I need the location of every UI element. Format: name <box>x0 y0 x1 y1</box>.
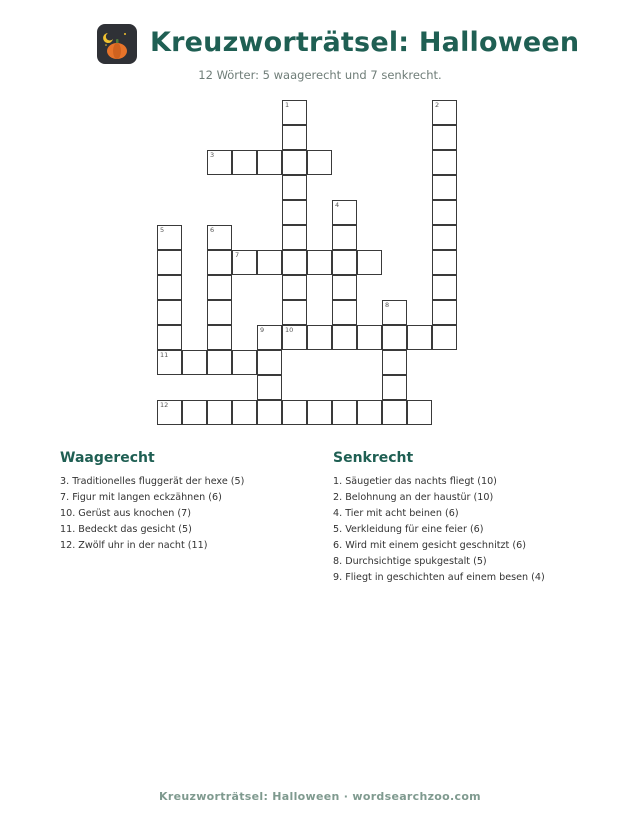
grid-cell[interactable] <box>157 350 182 375</box>
grid-cell[interactable] <box>232 350 257 375</box>
across-clue: 10. Gerüst aus knochen (7) <box>60 508 191 519</box>
grid-cell[interactable] <box>182 350 207 375</box>
grid-cell[interactable] <box>432 275 457 300</box>
grid-cell[interactable] <box>332 275 357 300</box>
grid-cell[interactable] <box>232 250 257 275</box>
grid-cell[interactable] <box>432 300 457 325</box>
grid-cell[interactable] <box>307 400 332 425</box>
down-clue: 6. Wird mit einem gesicht geschnitzt (6) <box>333 540 526 551</box>
grid-cell[interactable] <box>307 250 332 275</box>
grid-cell[interactable] <box>282 400 307 425</box>
across-heading: Waagerecht <box>60 450 155 466</box>
grid-cell[interactable] <box>282 175 307 200</box>
grid-cell[interactable] <box>307 150 332 175</box>
grid-cell[interactable] <box>282 200 307 225</box>
grid-cell[interactable] <box>207 350 232 375</box>
grid-cell[interactable] <box>282 325 307 350</box>
grid-cell[interactable] <box>207 225 232 250</box>
grid-cell[interactable] <box>257 250 282 275</box>
clue-number: 3 <box>210 151 215 159</box>
clue-number: 7 <box>235 251 240 259</box>
grid-cell[interactable] <box>232 150 257 175</box>
page-subtitle: 12 Wörter: 5 waagerecht und 7 senkrecht. <box>198 68 442 82</box>
grid-cell[interactable] <box>332 225 357 250</box>
page-title: Kreuzworträtsel: Halloween <box>150 27 580 58</box>
page-footer: Kreuzworträtsel: Halloween · wordsearchzoo.com <box>159 790 481 803</box>
grid-cell[interactable] <box>382 300 407 325</box>
grid-cell[interactable] <box>407 325 432 350</box>
grid-cell[interactable] <box>282 125 307 150</box>
grid-cell[interactable] <box>282 100 307 125</box>
grid-cell[interactable] <box>257 400 282 425</box>
grid-cell[interactable] <box>282 250 307 275</box>
grid-cell[interactable] <box>307 325 332 350</box>
grid-cell[interactable] <box>207 275 232 300</box>
down-clue: 5. Verkleidung für eine feier (6) <box>333 524 484 535</box>
grid-cell[interactable] <box>257 325 282 350</box>
clue-number: 4 <box>335 201 340 209</box>
grid-cell[interactable] <box>432 175 457 200</box>
grid-cell[interactable] <box>257 375 282 400</box>
clue-number: 1 <box>285 101 290 109</box>
down-clue: 4. Tier mit acht beinen (6) <box>333 508 459 519</box>
grid-cell[interactable] <box>157 400 182 425</box>
grid-cell[interactable] <box>382 400 407 425</box>
grid-cell[interactable] <box>207 325 232 350</box>
grid-cell[interactable] <box>282 275 307 300</box>
grid-cell[interactable] <box>207 150 232 175</box>
across-clue: 12. Zwölf uhr in der nacht (11) <box>60 540 208 551</box>
grid-cell[interactable] <box>432 150 457 175</box>
clue-number: 11 <box>160 351 169 359</box>
clue-number: 5 <box>160 226 165 234</box>
grid-cell[interactable] <box>332 200 357 225</box>
across-clue: 3. Traditionelles fluggerät der hexe (5) <box>60 476 245 487</box>
across-clues <box>60 450 244 554</box>
grid-cell[interactable] <box>207 250 232 275</box>
clue-number: 10 <box>285 326 294 334</box>
grid-cell[interactable] <box>332 400 357 425</box>
down-clue: 1. Säugetier das nachts fliegt (10) <box>333 476 497 487</box>
clue-number: 6 <box>210 226 215 234</box>
across-clue: 11. Bedeckt das gesicht (5) <box>60 524 192 535</box>
grid-cell[interactable] <box>207 300 232 325</box>
grid-cell[interactable] <box>332 300 357 325</box>
clue-number: 2 <box>435 101 440 109</box>
grid-cell[interactable] <box>432 225 457 250</box>
grid-cell[interactable] <box>432 125 457 150</box>
grid-cell[interactable] <box>157 225 182 250</box>
clue-number: 8 <box>385 301 390 309</box>
grid-cell[interactable] <box>232 400 257 425</box>
grid-cell[interactable] <box>257 150 282 175</box>
grid-cell[interactable] <box>282 150 307 175</box>
down-clue: 8. Durchsichtige spukgestalt (5) <box>333 556 487 567</box>
down-heading: Senkrecht <box>333 450 414 466</box>
clue-number: 12 <box>160 401 169 409</box>
grid-cell[interactable] <box>332 325 357 350</box>
down-clues <box>333 450 545 586</box>
grid-cell[interactable] <box>432 100 457 125</box>
grid-cell[interactable] <box>432 250 457 275</box>
clue-number: 9 <box>260 326 265 334</box>
grid-cell[interactable] <box>207 400 232 425</box>
grid-cell[interactable] <box>157 325 182 350</box>
grid-cell[interactable] <box>382 375 407 400</box>
grid-cell[interactable] <box>407 400 432 425</box>
grid-cell[interactable] <box>357 325 382 350</box>
across-clue: 7. Figur mit langen eckzähnen (6) <box>60 492 222 503</box>
grid-cell[interactable] <box>357 400 382 425</box>
grid-cell[interactable] <box>157 275 182 300</box>
grid-cell[interactable] <box>432 200 457 225</box>
grid-cell[interactable] <box>382 325 407 350</box>
grid-cell[interactable] <box>432 325 457 350</box>
grid-cell[interactable] <box>332 250 357 275</box>
grid-cell[interactable] <box>257 350 282 375</box>
grid-cell[interactable] <box>282 225 307 250</box>
down-clue: 9. Fliegt in geschichten auf einem besen (4) <box>333 572 545 583</box>
grid-cell[interactable] <box>157 250 182 275</box>
grid-cell[interactable] <box>382 350 407 375</box>
grid-cell[interactable] <box>357 250 382 275</box>
grid-cell[interactable] <box>182 400 207 425</box>
down-clue: 2. Belohnung an der haustür (10) <box>333 492 494 503</box>
grid-cell[interactable] <box>157 300 182 325</box>
grid-cell[interactable] <box>282 300 307 325</box>
